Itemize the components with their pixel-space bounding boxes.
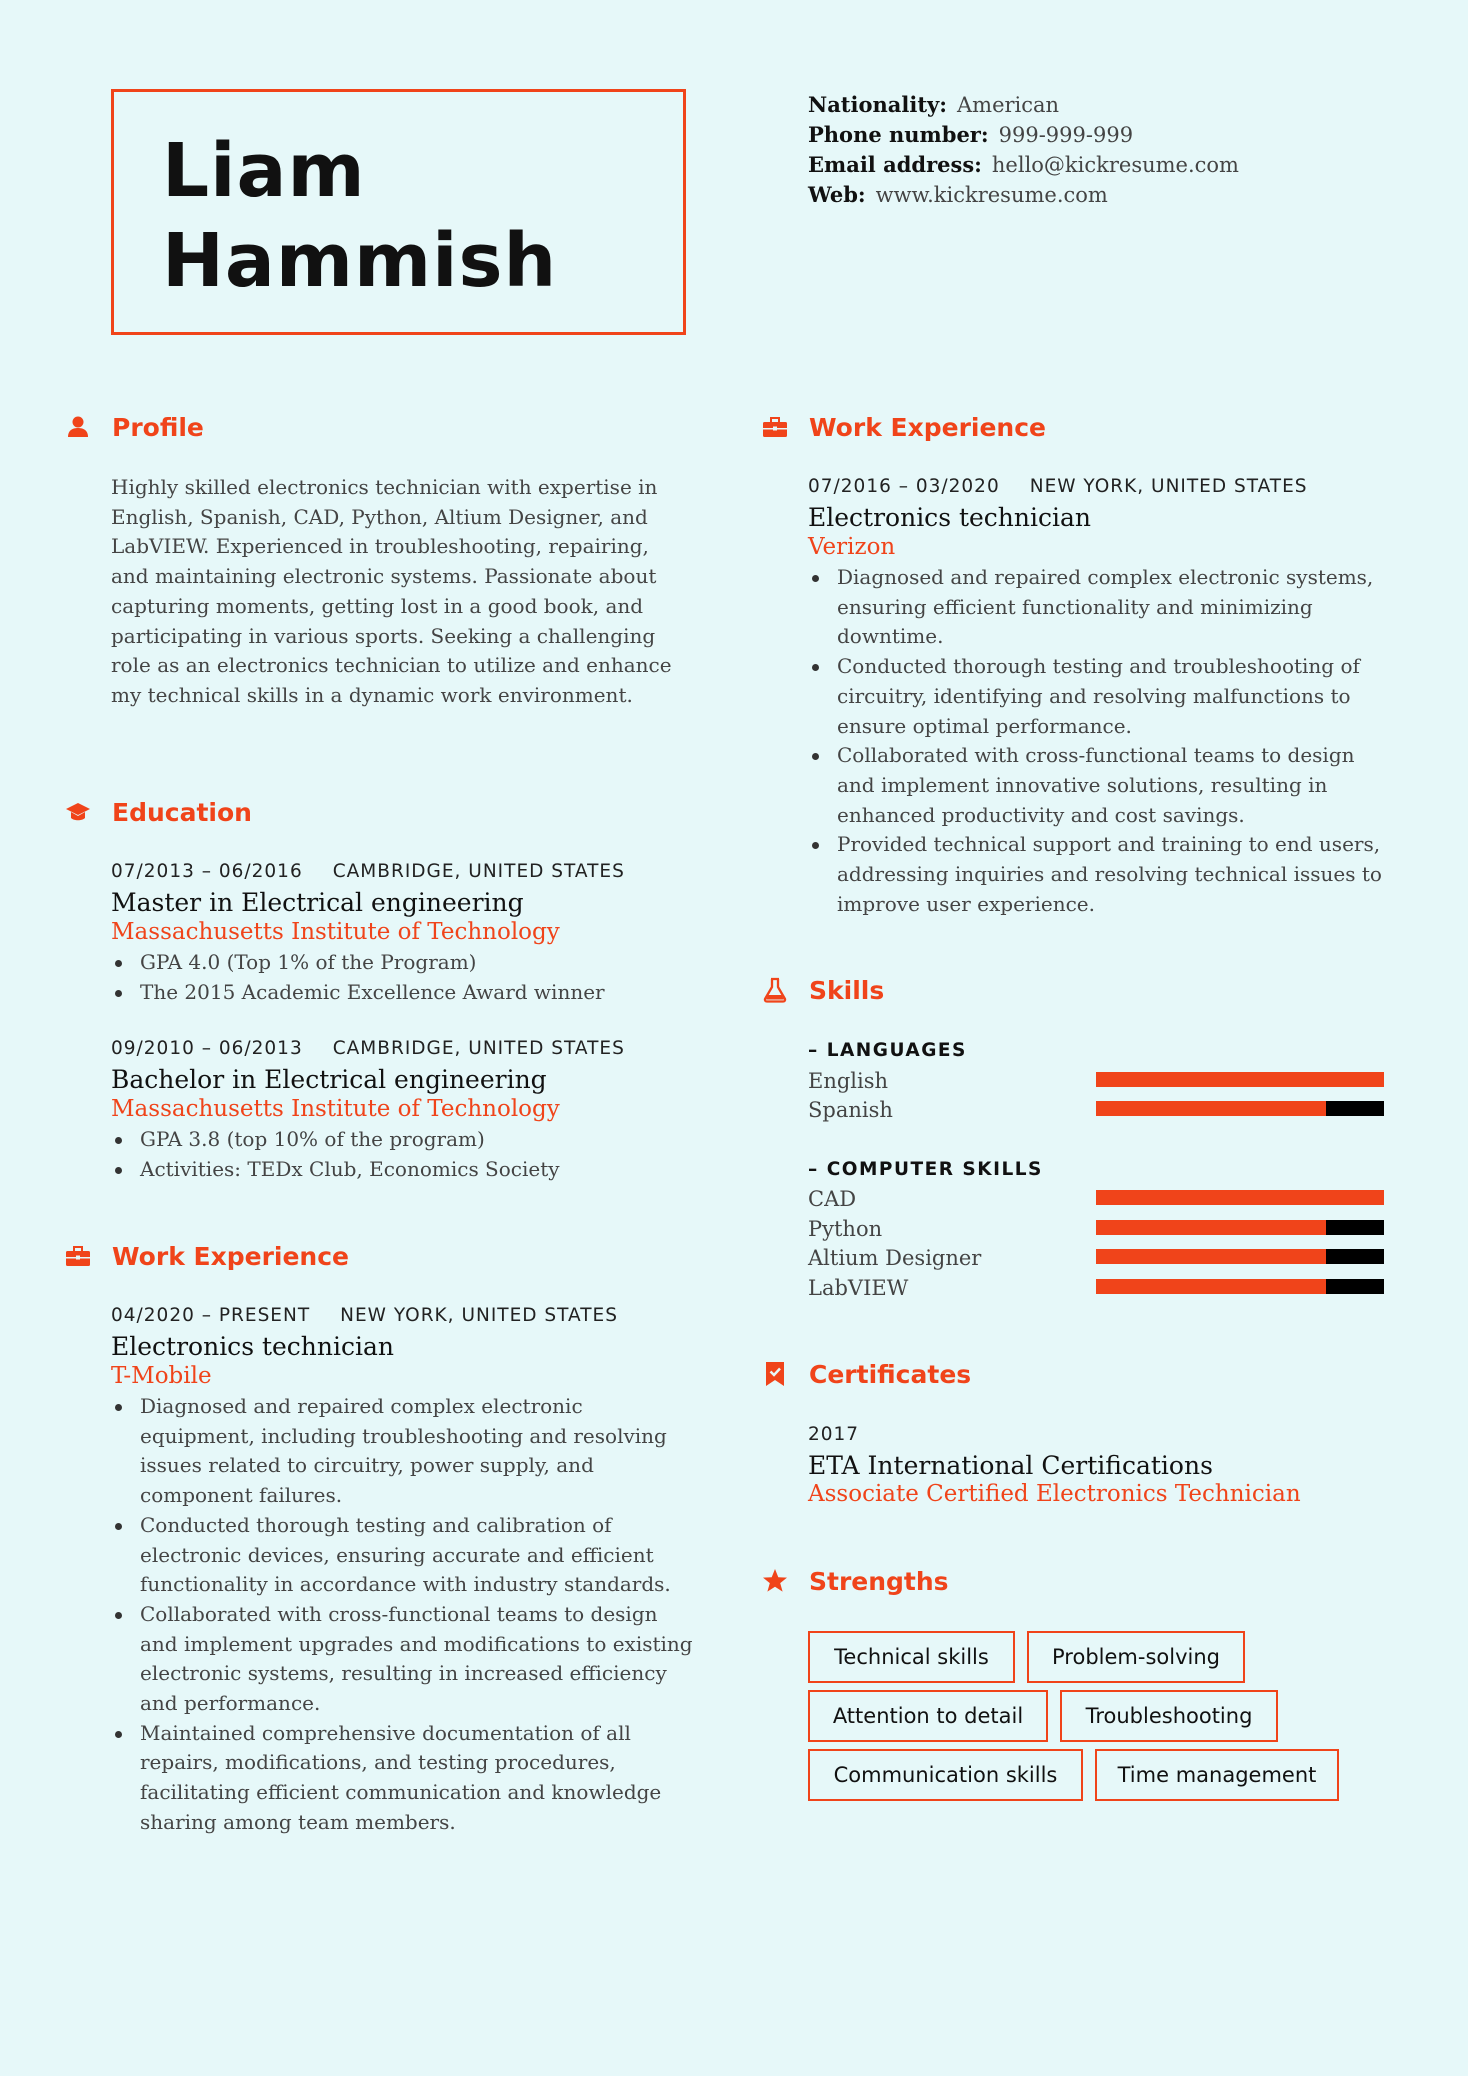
- strength-tag: Time management: [1095, 1749, 1339, 1801]
- list-item: Maintained comprehensive documentation of all repairs, modifications, and testing procedures, facilitating efficient communication and knowledge sharing among team members.: [111, 1719, 701, 1838]
- list-item: Collaborated with cross-functional teams to design and implement upgrades and modifications to existing electronic systems, resulting in increased efficiency and performance.: [111, 1600, 701, 1719]
- contact-info: [808, 90, 1239, 210]
- skill-name: CAD: [808, 1187, 857, 1211]
- strength-tag: Technical skills: [808, 1631, 1015, 1683]
- contact-phone: Phone number: 999-999-999: [808, 122, 1134, 147]
- briefcase-icon: [762, 414, 788, 440]
- last-name: Hammish: [162, 218, 558, 304]
- first-name: Liam: [162, 128, 366, 214]
- work-left-position: Electronics technician: [111, 1332, 395, 1361]
- contact-nationality: Nationality: American: [808, 92, 1060, 117]
- list-item: GPA 3.8 (top 10% of the program): [111, 1125, 701, 1155]
- work-right-company: Verizon: [808, 534, 896, 560]
- skill-bar: [1096, 1279, 1384, 1294]
- list-item: GPA 4.0 (Top 1% of the Program): [111, 948, 701, 978]
- certificate-name: ETA International Certifications: [808, 1451, 1213, 1480]
- name-box: [111, 89, 686, 335]
- skill-bar: [1096, 1190, 1384, 1205]
- skill-group-computer: – COMPUTER SKILLS: [808, 1159, 1043, 1180]
- list-item: Conducted thorough testing and calibration of electronic devices, ensuring accurate and efficient functionality in accordance with industry standards.: [111, 1511, 701, 1600]
- work-right-bullets: [808, 563, 1398, 919]
- work-left-bullets: [111, 1392, 701, 1838]
- strength-tag: Troubleshooting: [1060, 1690, 1278, 1742]
- list-item: Diagnosed and repaired complex electronic equipment, including troubleshooting and resolving issues related to circuitry, power supply, and component failures.: [111, 1392, 701, 1511]
- edu-1-bullets: [111, 948, 701, 1007]
- skill-name: LabVIEW: [808, 1276, 909, 1300]
- profile-text: Highly skilled electronics technician with expertise in English, Spanish, CAD, Python, Altium Designer, and LabVIEW. Experienced in troubleshooting, repairing, and maintaining electronic systems. Passionate about capturing moments, getting lost in a good book, and participating in various sports. Seeking a challenging role as an electronics technician to utilize and enhance my technical skills in a dynamic work environment.: [111, 475, 672, 707]
- edu-1-school: Massachusetts Institute of Technology: [111, 919, 560, 945]
- work-left-company: T-Mobile: [111, 1363, 212, 1389]
- contact-web: Web: www.kickresume.com: [808, 182, 1108, 207]
- bookmark-check-icon: [762, 1361, 788, 1387]
- certificate-detail: Associate Certified Electronics Technician: [808, 1481, 1301, 1507]
- list-item: Diagnosed and repaired complex electronic systems, ensuring efficient functionality and minimizing downtime.: [808, 563, 1398, 652]
- flask-icon: [762, 977, 788, 1003]
- star-icon: [762, 1568, 788, 1594]
- work-right-position: Electronics technician: [808, 503, 1092, 532]
- person-icon: [65, 414, 91, 440]
- briefcase-icon: [65, 1243, 91, 1269]
- strength-tag: Problem-solving: [1027, 1631, 1245, 1683]
- list-item: Collaborated with cross-functional teams to design and implement innovative solutions, resulting in enhanced productivity and cost savings.: [808, 741, 1398, 830]
- skill-bar: [1096, 1101, 1384, 1116]
- edu-1-meta: 07/2013 – 06/2016 CAMBRIDGE, UNITED STATES: [111, 861, 625, 882]
- skill-name: Spanish: [808, 1098, 893, 1122]
- skill-bar: [1096, 1220, 1384, 1235]
- work-left-meta: 04/2020 – PRESENT NEW YORK, UNITED STATES: [111, 1305, 618, 1326]
- skill-name: Python: [808, 1217, 883, 1241]
- list-item: Conducted thorough testing and troubleshooting of circuitry, identifying and resolving malfunctions to ensure optimal performance.: [808, 652, 1398, 741]
- graduation-cap-icon: [65, 799, 91, 825]
- edu-2-degree: Bachelor in Electrical engineering: [111, 1065, 547, 1094]
- skill-name: English: [808, 1069, 889, 1093]
- certificate-year: 2017: [808, 1424, 860, 1445]
- edu-2-meta: 09/2010 – 06/2013 CAMBRIDGE, UNITED STATES: [111, 1038, 625, 1059]
- strength-tag: Attention to detail: [808, 1690, 1048, 1742]
- skill-name: Altium Designer: [808, 1246, 982, 1270]
- list-item: Activities: TEDx Club, Economics Society: [111, 1155, 701, 1185]
- list-item: Provided technical support and training to end users, addressing inquiries and resolving technical issues to improve user experience.: [808, 830, 1398, 919]
- edu-1-degree: Master in Electrical engineering: [111, 888, 524, 917]
- skill-bar: [1096, 1072, 1384, 1087]
- skill-group-languages: – LANGUAGES: [808, 1040, 967, 1061]
- strength-tag: Communication skills: [808, 1749, 1083, 1801]
- skill-bar: [1096, 1249, 1384, 1264]
- contact-email: Email address: hello@kickresume.com: [808, 152, 1239, 177]
- list-item: The 2015 Academic Excellence Award winner: [111, 978, 701, 1008]
- edu-2-school: Massachusetts Institute of Technology: [111, 1096, 560, 1122]
- work-right-meta: 07/2016 – 03/2020 NEW YORK, UNITED STATES: [808, 476, 1308, 497]
- edu-2-bullets: [111, 1125, 701, 1184]
